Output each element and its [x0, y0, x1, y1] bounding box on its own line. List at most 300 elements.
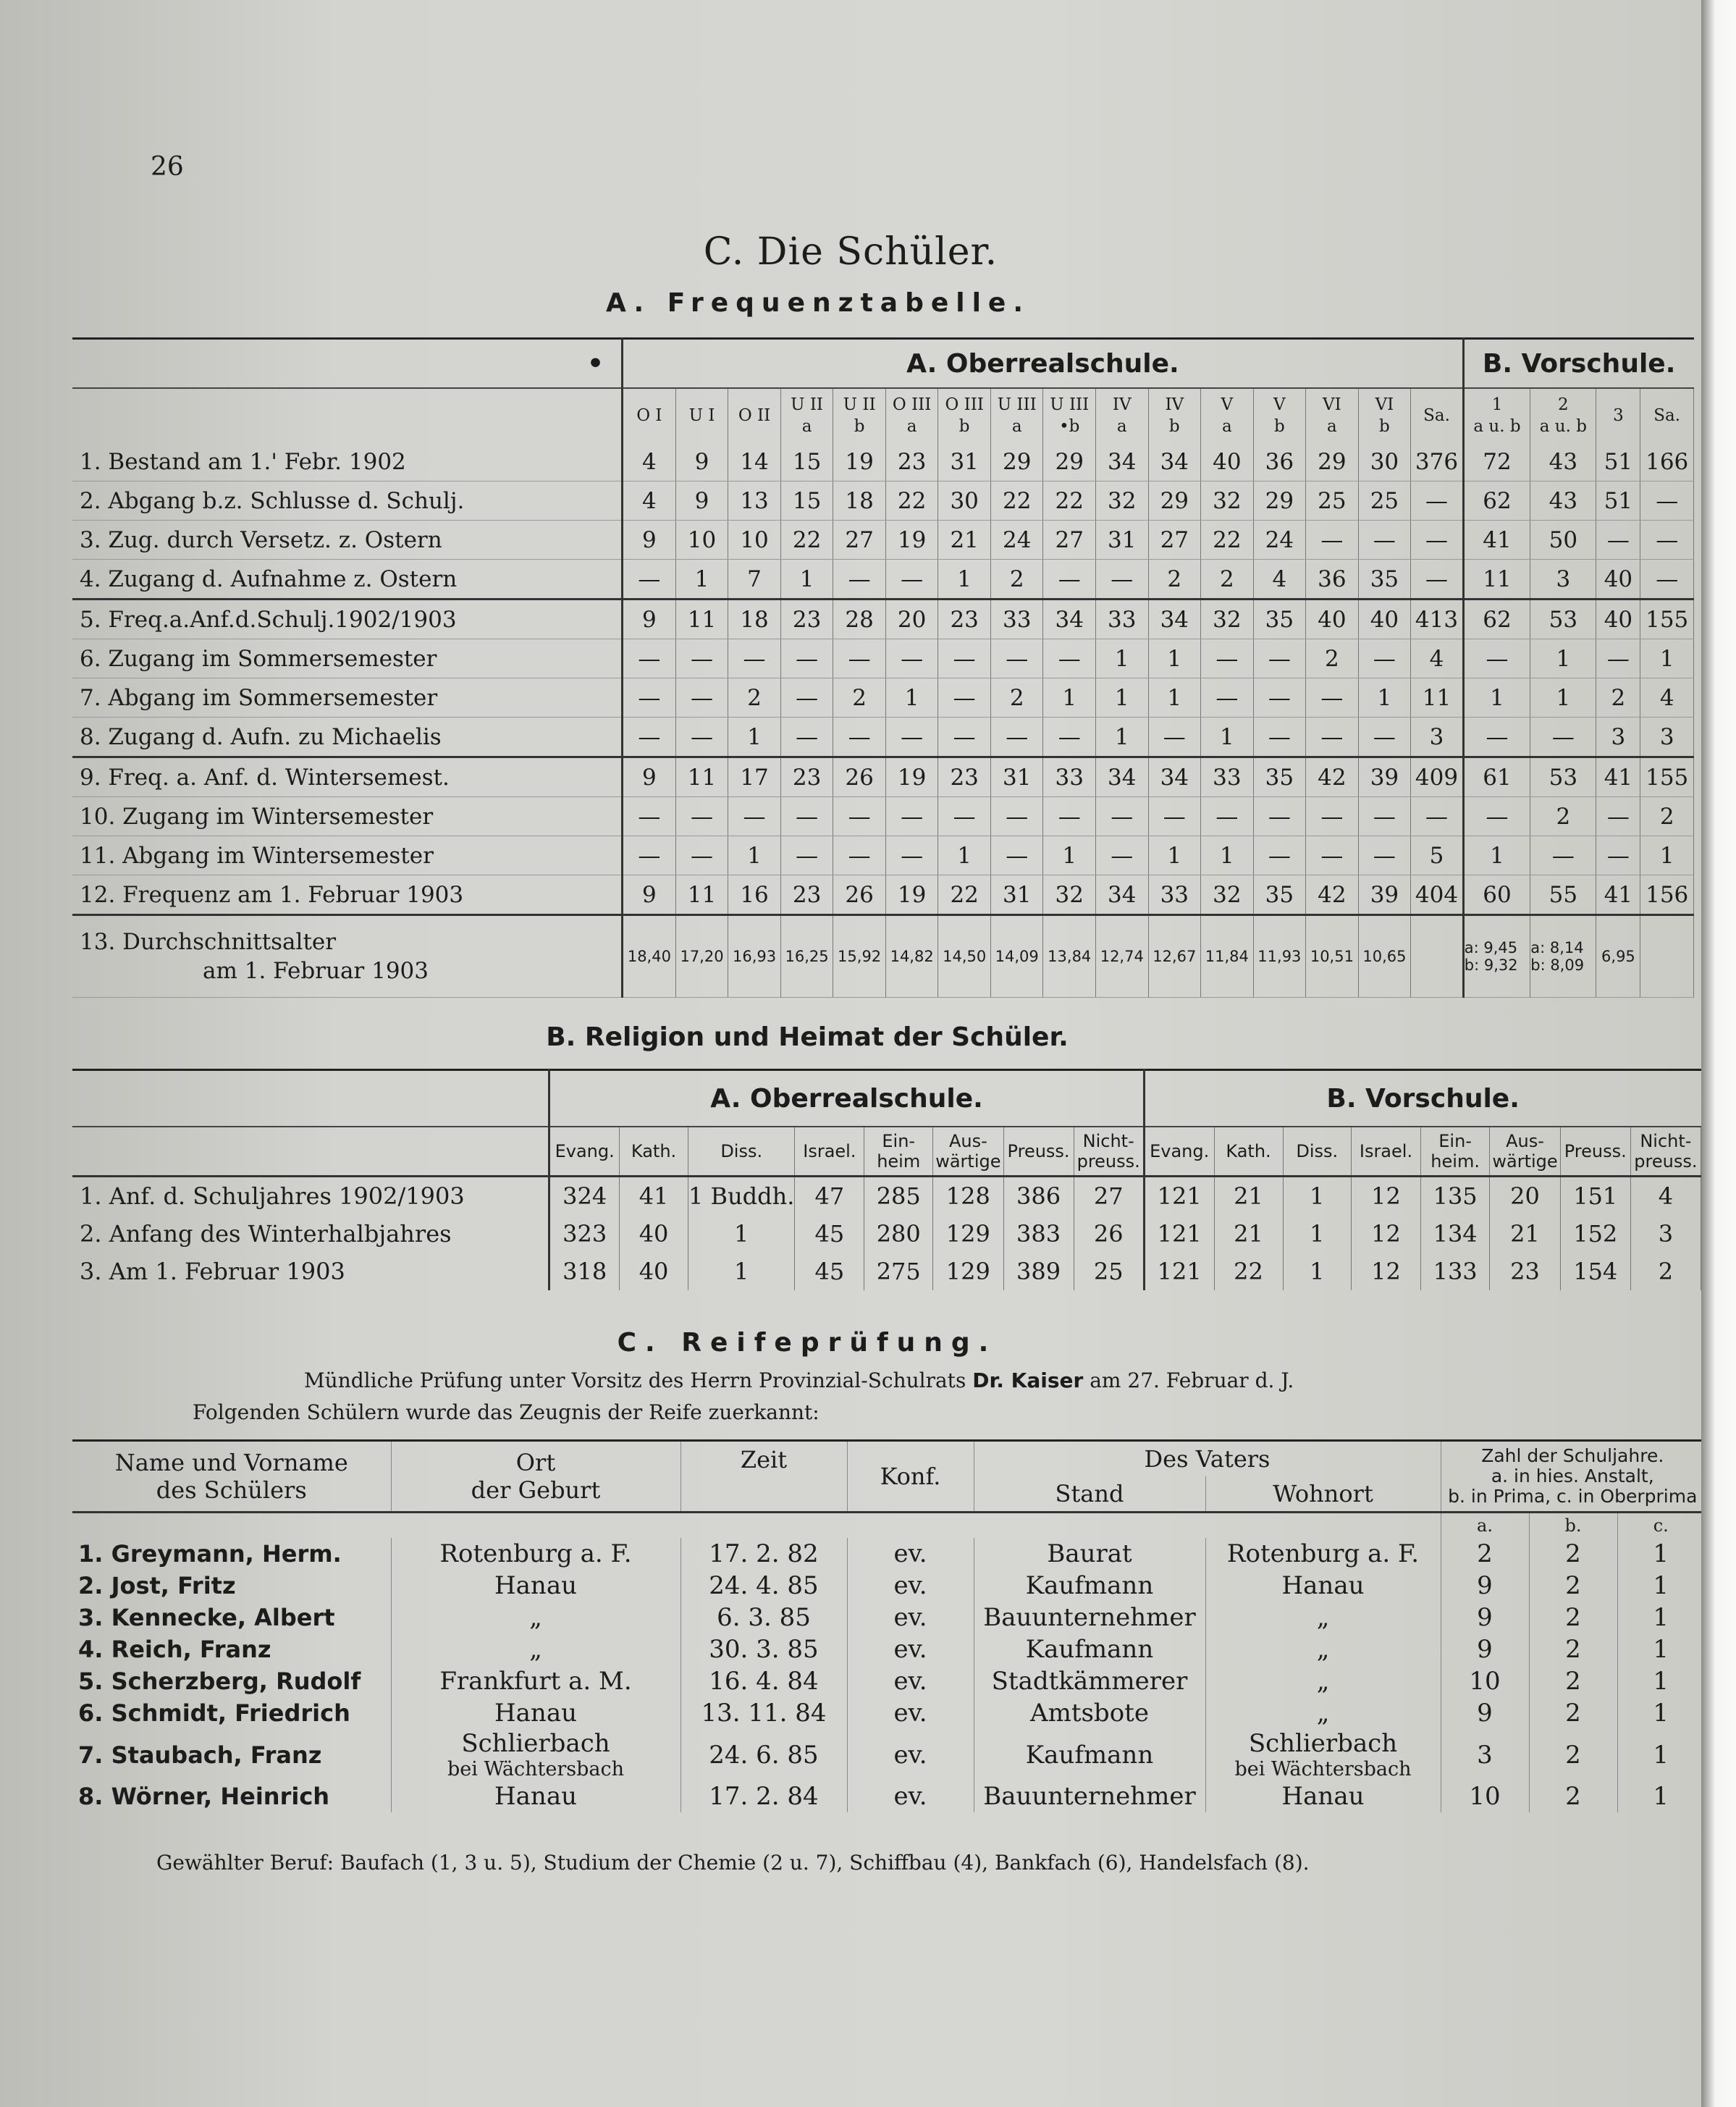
row-label: 5. Freq.a.Anf.d.Schulj.1902/1903 [72, 600, 623, 639]
vorschule-cell-value: 1 [1640, 639, 1694, 678]
age-value: 17,20 [675, 915, 728, 998]
religion-value-vorschule: 21 [1214, 1177, 1283, 1216]
cell-value: 42 [1306, 757, 1359, 797]
cell-value: — [1411, 481, 1464, 521]
years-in-prima: 2 [1529, 1633, 1617, 1665]
row-label: 8. Zugang d. Aufn. zu Michaelis [72, 718, 623, 757]
religion-value-vorschule: 121 [1144, 1253, 1214, 1290]
vorschule-cell-value: 166 [1640, 442, 1694, 481]
cell-value: 15 [780, 442, 833, 481]
vorschule-cell-value: 155 [1640, 757, 1694, 797]
graduate-birthdate: 17. 2. 84 [681, 1780, 847, 1812]
religion-col-header [1074, 1127, 1144, 1177]
vorschule-age-value: 6,95 [1596, 915, 1640, 998]
frequency-row [72, 875, 1694, 915]
cell-value: — [675, 836, 728, 875]
frequency-row [72, 797, 1694, 836]
cell-value: 23 [780, 600, 833, 639]
graduate-birthplace [391, 1570, 681, 1602]
religion-col-header-vorschule [1214, 1127, 1283, 1177]
religion-col-header-vorschule [1144, 1127, 1214, 1177]
class-header-spacer [72, 388, 623, 442]
cell-value: 2 [990, 560, 1043, 600]
religion-col-header-vorschule [1560, 1127, 1630, 1177]
cell-value: — [833, 836, 886, 875]
vorschule-cell-value: — [1596, 639, 1640, 678]
cell-value: — [1358, 797, 1411, 836]
cell-value: 1 [885, 678, 938, 718]
class-header-sub: a [1116, 417, 1127, 436]
cell-value: — [1306, 797, 1359, 836]
cell-value: 1 [1096, 639, 1149, 678]
col-school-years [1441, 1441, 1704, 1513]
class-header-name: Sa. [1653, 406, 1681, 425]
average-age-row [72, 915, 1694, 998]
cell-value: 5 [1411, 836, 1464, 875]
cell-value: — [1358, 836, 1411, 875]
religion-col-header-vorschule [1352, 1127, 1421, 1177]
religion-row [72, 1215, 1701, 1253]
cell-value: 2 [1148, 560, 1201, 600]
cell-value: 26 [833, 875, 886, 915]
religion-value-vorschule: 121 [1144, 1177, 1214, 1216]
age-value-b: b: 8,09 [1530, 956, 1585, 974]
father-wohnort [1205, 1633, 1441, 1665]
col-school-years-line1: Zahl der Schuljahre. [1481, 1445, 1664, 1466]
religion-col-header [933, 1127, 1003, 1177]
religion-value-vorschule: 152 [1560, 1215, 1630, 1253]
years-in-prima: 2 [1529, 1602, 1617, 1633]
frequency-row [72, 560, 1694, 600]
cell-value: 34 [1148, 442, 1201, 481]
col-school-years-line3: b. in Prima, c. in Oberprima [1448, 1486, 1698, 1507]
religion-col-header-line: Israel. [803, 1141, 856, 1161]
cell-value: — [833, 718, 886, 757]
class-header-name: O I [636, 406, 662, 425]
father-stand: Baurat [974, 1538, 1205, 1570]
cell-value: 36 [1306, 560, 1359, 600]
religion-col-header-line: Evang. [1150, 1141, 1210, 1161]
religion-header-spacer [72, 1127, 549, 1177]
years-in-prima: 2 [1529, 1697, 1617, 1729]
vorschule-cell-value: — [1640, 560, 1694, 600]
col-father: Des Vaters [974, 1441, 1441, 1477]
religion-value: 45 [795, 1253, 864, 1290]
years-in-school: 10 [1441, 1665, 1529, 1697]
age-value: 12,74 [1096, 915, 1149, 998]
cell-value: — [1253, 797, 1306, 836]
row-label: 10. Zugang im Wintersemester [72, 797, 623, 836]
cell-value: — [1096, 560, 1149, 600]
class-header-name: 1 [1491, 395, 1503, 414]
col-b: b. [1529, 1513, 1617, 1539]
cell-value: 9 [675, 442, 728, 481]
class-header-name: O III [892, 395, 932, 414]
exam-note-text: Mündliche Prüfung unter Vorsitz des Herrn Provinzial-Schulrats [304, 1368, 966, 1392]
religion-col-header-line: heim [877, 1151, 921, 1172]
graduate-birthplace [391, 1538, 681, 1570]
graduate-birthplace [391, 1697, 681, 1729]
cell-value: 9 [623, 600, 676, 639]
cell-value: 33 [1148, 875, 1201, 915]
graduate-birthdate: 24. 4. 85 [681, 1570, 847, 1602]
father-wohnort [1205, 1729, 1441, 1780]
col-father-wohnort: Wohnort [1205, 1476, 1441, 1513]
father-stand: Kaufmann [974, 1729, 1205, 1780]
class-header [728, 388, 781, 442]
cell-value: — [833, 560, 886, 600]
wohnort-line2: bei Wächtersbach [1234, 1758, 1412, 1780]
cell-value: 31 [938, 442, 991, 481]
graduate-konf: ev. [847, 1633, 974, 1665]
age-value: 10,51 [1306, 915, 1359, 998]
religion-value: 40 [620, 1253, 688, 1290]
father-wohnort [1205, 1602, 1441, 1633]
vorschule-cell-value: 43 [1530, 481, 1596, 521]
cell-value: — [1358, 639, 1411, 678]
cell-value: 34 [1148, 757, 1201, 797]
cell-value: — [780, 678, 833, 718]
years-in-school: 9 [1441, 1602, 1529, 1633]
cell-value: 23 [885, 442, 938, 481]
vorschule-cell-value: 53 [1530, 600, 1596, 639]
frequency-row [72, 678, 1694, 718]
cell-value: 39 [1358, 757, 1411, 797]
vorschule-cell-value: 11 [1463, 560, 1530, 600]
graduate-birthplace [391, 1665, 681, 1697]
cell-value: 2 [728, 678, 781, 718]
section-title-reife: C. Reifeprüfung. [617, 1328, 998, 1358]
wohnort-line1: „ [1316, 1667, 1330, 1696]
religion-value-vorschule: 12 [1352, 1253, 1421, 1290]
vorschule-cell-value: 40 [1596, 600, 1640, 639]
cell-value: 24 [990, 521, 1043, 560]
age-value: 11,84 [1201, 915, 1254, 998]
cell-value: 40 [1358, 600, 1411, 639]
religion-col-header [864, 1127, 933, 1177]
class-header [990, 388, 1043, 442]
col-date: Zeit [681, 1441, 847, 1513]
cell-value: 9 [675, 481, 728, 521]
graduate-birthplace [391, 1633, 681, 1665]
cell-value: 1 [938, 560, 991, 600]
cell-value: — [938, 797, 991, 836]
religion-value: 41 [620, 1177, 688, 1216]
years-in-oberprima: 1 [1653, 1699, 1669, 1728]
frequency-row [72, 600, 1694, 639]
religion-value: 129 [933, 1253, 1003, 1290]
class-header-sub: a [906, 417, 917, 436]
row-label [72, 915, 623, 998]
religion-col-header-line: Nicht- [1640, 1131, 1692, 1151]
cell-value: — [623, 639, 676, 678]
graduate-birthdate: 17. 2. 82 [681, 1538, 847, 1570]
class-header-sub: •b [1059, 417, 1080, 436]
cell-value: — [1306, 521, 1359, 560]
cell-value: 22 [990, 481, 1043, 521]
cell-value: 13 [728, 481, 781, 521]
class-header-name: U II [843, 395, 876, 414]
age-value [1411, 915, 1464, 998]
religion-row [72, 1253, 1701, 1290]
graduate-name: 2. Jost, Fritz [72, 1570, 391, 1602]
wohnort-line1: Hanau [1281, 1782, 1365, 1811]
vorschule-cell-value: — [1596, 521, 1640, 560]
graduate-konf: ev. [847, 1729, 974, 1780]
cell-value: — [675, 718, 728, 757]
wohnort-line1: „ [1316, 1603, 1330, 1632]
father-wohnort [1205, 1570, 1441, 1602]
vorschule-cell-value: 2 [1640, 797, 1694, 836]
vorschule-class-header [1596, 388, 1640, 442]
vorschule-age-value [1640, 915, 1694, 998]
cell-value: 1 [1358, 678, 1411, 718]
row-label: 6. Zugang im Sommersemester [72, 639, 623, 678]
wohnort-line1: „ [1316, 1635, 1330, 1664]
frequency-row [72, 757, 1694, 797]
cell-value: 26 [833, 757, 886, 797]
cell-value: 9 [623, 757, 676, 797]
class-header-sub: b [1273, 417, 1285, 436]
cell-value: 9 [623, 875, 676, 915]
section-title-frequenz: A. Frequenztabelle. [605, 288, 1031, 318]
cell-value: 40 [1306, 600, 1359, 639]
cell-value: 30 [1358, 442, 1411, 481]
cell-value: 11 [675, 875, 728, 915]
cell-value: — [1201, 797, 1254, 836]
cell-value: — [833, 797, 886, 836]
row-label: 2. Abgang b.z. Schlusse d. Schulj. [72, 481, 623, 521]
cell-value: 34 [1096, 442, 1149, 481]
graduate-birthdate: 30. 3. 85 [681, 1633, 847, 1665]
cell-value: — [990, 836, 1043, 875]
age-value: 11,93 [1253, 915, 1306, 998]
cell-value: — [623, 678, 676, 718]
cell-value: — [780, 797, 833, 836]
cell-value: 35 [1253, 875, 1306, 915]
religion-value: 389 [1003, 1253, 1074, 1290]
vorschule-cell-value: — [1463, 797, 1530, 836]
years-in-prima: 2 [1529, 1780, 1617, 1812]
vorschule-cell-value: 1 [1530, 678, 1596, 718]
class-header-name: O II [738, 406, 771, 425]
exam-chair: Dr. Kaiser [972, 1368, 1084, 1392]
graduate-name: 8. Wörner, Heinrich [72, 1780, 391, 1812]
cell-value: 29 [1043, 442, 1096, 481]
years-in-oberprima: 1 [1653, 1635, 1669, 1664]
birthplace-line1: Hanau [494, 1699, 577, 1728]
father-stand: Amtsbote [974, 1697, 1205, 1729]
cell-value: 32 [1096, 481, 1149, 521]
father-wohnort [1205, 1665, 1441, 1697]
vorschule-class-header [1640, 388, 1694, 442]
religion-value: 280 [864, 1215, 933, 1253]
cell-value: 4 [623, 481, 676, 521]
cell-value: — [1411, 521, 1464, 560]
cell-value: 25 [1358, 481, 1411, 521]
cell-value: 34 [1148, 600, 1201, 639]
frequency-row [72, 481, 1694, 521]
class-header-name: U III [1050, 395, 1090, 414]
religion-value: 40 [620, 1215, 688, 1253]
years-in-school: 9 [1441, 1633, 1529, 1665]
cell-value: — [728, 639, 781, 678]
row-label: 3. Am 1. Februar 1903 [72, 1253, 549, 1290]
cell-value: 1 [1201, 836, 1254, 875]
class-header-sub: a u. b [1539, 417, 1587, 436]
awarded-note: Folgenden Schülern wurde das Zeugnis der Reife zuerkannt: [193, 1400, 819, 1424]
vorschule-cell-value: 62 [1463, 600, 1530, 639]
religion-value-vorschule: 1 [1283, 1253, 1352, 1290]
cell-value: 17 [728, 757, 781, 797]
exam-date: am 27. Februar d. J. [1090, 1368, 1294, 1392]
vorschule-cell-value: 51 [1596, 481, 1640, 521]
vorschule-cell-value: 2 [1596, 678, 1640, 718]
religion-value-vorschule: 20 [1490, 1177, 1560, 1216]
years-in-oberprima: 1 [1653, 1539, 1669, 1568]
class-header-name: U III [997, 395, 1037, 414]
class-header-sub: a [1221, 417, 1232, 436]
religion-col-header-line: Evang. [555, 1141, 615, 1161]
cell-value: — [938, 718, 991, 757]
class-header-name: V [1221, 395, 1234, 414]
religion-value: 45 [795, 1215, 864, 1253]
exam-note [304, 1368, 1294, 1392]
cell-value: — [1096, 797, 1149, 836]
vorschule-cell-value: — [1596, 797, 1640, 836]
vorschule-cell-value: 3 [1596, 718, 1640, 757]
col-name [72, 1441, 391, 1513]
graduate-birthplace [391, 1780, 681, 1812]
cell-value: 32 [1201, 875, 1254, 915]
vorschule-cell-value: — [1596, 836, 1640, 875]
religion-col-header-line: Kath. [631, 1141, 677, 1161]
years-in-school: 3 [1441, 1729, 1529, 1780]
cell-value: — [1043, 718, 1096, 757]
cell-value: — [1253, 678, 1306, 718]
years-in-school: 9 [1441, 1570, 1529, 1602]
age-value: 14,82 [885, 915, 938, 998]
cell-value: 35 [1253, 757, 1306, 797]
cell-value: 23 [938, 757, 991, 797]
religion-col-header-line: Israel. [1359, 1141, 1413, 1161]
cell-value: — [990, 639, 1043, 678]
years-in-oberprima: 1 [1653, 1782, 1669, 1811]
cell-value: 2 [833, 678, 886, 718]
graduate-birthplace [391, 1602, 681, 1633]
cell-value: — [1148, 718, 1201, 757]
vorschule-cell-value: 72 [1463, 442, 1530, 481]
religion-col-header-line: wärtige [1492, 1151, 1558, 1172]
cell-value: 33 [1043, 757, 1096, 797]
religion-col-header [1003, 1127, 1074, 1177]
cell-value: 11 [675, 757, 728, 797]
cell-value: 40 [1201, 442, 1254, 481]
religion-value: 323 [549, 1215, 620, 1253]
father-stand: Bauunternehmer [974, 1780, 1205, 1812]
graduate-row [72, 1633, 1704, 1665]
cell-value: — [1358, 718, 1411, 757]
frequency-table [72, 337, 1694, 998]
cell-value: 1 [780, 560, 833, 600]
class-header-name: IV [1165, 395, 1184, 414]
vorschule-cell-value: — [1640, 481, 1694, 521]
religion-col-header-line: preuss. [1634, 1151, 1698, 1172]
class-header [1096, 388, 1149, 442]
cell-value: 11 [675, 600, 728, 639]
cell-value: 19 [885, 757, 938, 797]
cell-value: 29 [1306, 442, 1359, 481]
age-value-a: a: 8,14 [1530, 939, 1584, 956]
years-in-prima: 2 [1529, 1665, 1617, 1697]
abc-spacer [72, 1513, 1441, 1539]
col-birthplace [391, 1441, 681, 1513]
religion-value: 324 [549, 1177, 620, 1216]
col-name-line2: des Schülers [156, 1476, 307, 1504]
cell-value: — [1411, 797, 1464, 836]
graduate-birthdate: 6. 3. 85 [681, 1602, 847, 1633]
vorschule-cell-value: — [1530, 718, 1596, 757]
vorschule-cell-value: 3 [1640, 718, 1694, 757]
cell-value: 29 [1253, 481, 1306, 521]
graduate-name: 1. Greymann, Herm. [72, 1538, 391, 1570]
religion-col-header-vorschule [1420, 1127, 1489, 1177]
class-header [885, 388, 938, 442]
cell-value: 18 [728, 600, 781, 639]
religion-corner [72, 1070, 549, 1127]
vorschule-cell-value: 41 [1596, 757, 1640, 797]
cell-value: 20 [885, 600, 938, 639]
cell-value: 7 [728, 560, 781, 600]
cell-value: 34 [1043, 600, 1096, 639]
religion-value-vorschule: 22 [1214, 1253, 1283, 1290]
cell-value: 19 [885, 521, 938, 560]
birthplace-line1: Rotenburg a. F. [439, 1539, 632, 1568]
birthplace-line1: „ [529, 1635, 542, 1664]
cell-value: 4 [1411, 639, 1464, 678]
class-header [938, 388, 991, 442]
religion-value-vorschule: 23 [1490, 1253, 1560, 1290]
class-header-name: 2 [1558, 395, 1569, 414]
religion-value: 47 [795, 1177, 864, 1216]
frequency-row [72, 718, 1694, 757]
row-label: 9. Freq. a. Anf. d. Wintersemest. [72, 757, 623, 797]
religion-col-header-line: heim. [1430, 1151, 1480, 1172]
cell-value: 4 [623, 442, 676, 481]
cell-value: 1 [1148, 639, 1201, 678]
cell-value: — [675, 797, 728, 836]
cell-value: 36 [1253, 442, 1306, 481]
religion-value-vorschule: 154 [1560, 1253, 1630, 1290]
section-title-religion: B. Religion und Heimat der Schüler. [546, 1022, 1069, 1052]
cell-value: — [675, 639, 728, 678]
religion-value-vorschule: 134 [1420, 1215, 1489, 1253]
graduate-row [72, 1602, 1704, 1633]
cell-value: 31 [990, 757, 1043, 797]
religion-value: 128 [933, 1177, 1003, 1216]
class-header [780, 388, 833, 442]
cell-value: — [1253, 639, 1306, 678]
religion-value: 1 Buddh. [688, 1177, 795, 1216]
vorschule-cell-value: 2 [1530, 797, 1596, 836]
age-value: 13,84 [1043, 915, 1096, 998]
cell-value: — [1096, 836, 1149, 875]
cell-value: — [885, 836, 938, 875]
row-label-line2: am 1. Februar 1903 [203, 958, 429, 984]
cell-value: 1 [1201, 718, 1254, 757]
religion-value-vorschule: 135 [1420, 1177, 1489, 1216]
cell-value: 22 [1201, 521, 1254, 560]
